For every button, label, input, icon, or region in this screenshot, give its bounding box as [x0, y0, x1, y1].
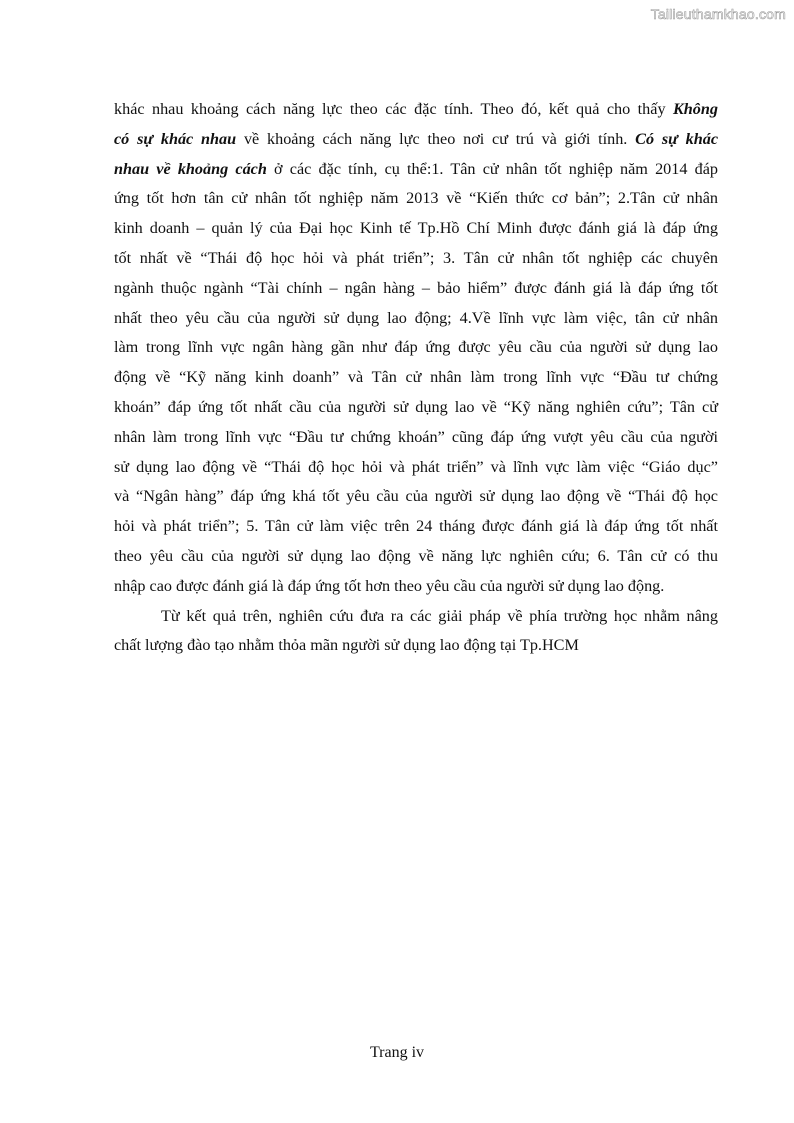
text-segment: khác nhau khoảng cách năng lực theo các đặc tính. Theo đó, kết quả cho thấy: [114, 100, 673, 118]
text-line: [114, 482, 718, 512]
text-line: [114, 304, 718, 334]
emphasized-text: nhau về khoảng cách: [114, 159, 267, 178]
text-line: [114, 333, 718, 363]
text-line: [114, 602, 718, 632]
text-line: [114, 214, 718, 244]
text-line: [114, 95, 718, 125]
document-body: [114, 95, 718, 661]
text-line: [114, 155, 718, 185]
text-line: [114, 631, 718, 661]
text-segment: về khoảng cách năng lực theo nơi cư trú và giới tính.: [236, 129, 636, 148]
emphasized-text: Không: [673, 100, 718, 118]
text-segment: làm trong lĩnh vực ngân hàng gần như đáp ứng được yêu cầu của người sử dụng lao: [114, 338, 718, 357]
text-line: [114, 393, 718, 423]
text-segment: Từ kết quả trên, nghiên cứu đưa ra các giải pháp về phía trường học nhằm nâng: [161, 606, 718, 625]
emphasized-text: Có sự khác: [635, 129, 718, 148]
text-segment: tốt nhất về “Thái độ học hỏi và phát triển”; 3. Tân cử nhân tốt nghiệp các chuyên: [114, 248, 718, 267]
text-line: [114, 423, 718, 453]
text-segment: chất lượng đào tạo nhằm thỏa mãn người sử dụng lao động tại Tp.HCM: [114, 636, 579, 655]
text-segment: hỏi và phát triển”; 5. Tân cử làm việc trên 24 tháng được đánh giá là đáp ứng tốt nhất: [114, 517, 718, 536]
text-segment: kinh doanh – quản lý của Đại học Kinh tế Tp.Hồ Chí Minh được đánh giá là đáp ứng: [114, 219, 718, 238]
text-segment: nhân làm trong lĩnh vực “Đầu tư chứng khoán” cũng đáp ứng vượt yêu cầu của người: [114, 427, 718, 446]
text-line: [114, 363, 718, 393]
text-segment: nhất theo yêu cầu của người sử dụng lao động; 4.Về lĩnh vực làm việc, tân cử nhân: [114, 308, 718, 327]
text-line: [114, 125, 718, 155]
text-segment: nhập cao được đánh giá là đáp ứng tốt hơn theo yêu cầu của người sử dụng lao động.: [114, 576, 665, 595]
text-line: [114, 542, 718, 572]
watermark: Tailieuthamkhao.com: [650, 6, 786, 22]
text-line: [114, 274, 718, 304]
text-segment: động về “Kỹ năng kinh doanh” và Tân cử nhân làm trong lĩnh vực “Đầu tư chứng: [114, 368, 718, 387]
text-line: [114, 453, 718, 483]
text-segment: sử dụng lao động về “Thái độ học hỏi và phát triển” và lĩnh vực làm việc “Giáo dục”: [114, 457, 718, 476]
text-segment: ở các đặc tính, cụ thể:1. Tân cử nhân tốt nghiệp năm 2014 đáp: [266, 159, 718, 178]
text-segment: theo yêu cầu của người sử dụng lao động về năng lực nghiên cứu; 6. Tân cử có thu: [114, 546, 718, 565]
text-line: [114, 572, 718, 602]
text-segment: khoán” đáp ứng tốt nhất cầu của người sử dụng lao về “Kỹ năng nghiên cứu”; Tân cử: [114, 397, 718, 416]
text-line: [114, 512, 718, 542]
emphasized-text: có sự khác nhau: [114, 129, 237, 148]
text-segment: ứng tốt hơn tân cử nhân tốt nghiệp năm 2013 về “Kiến thức cơ bản”; 2.Tân cử nhân: [114, 189, 718, 208]
page-number: Trang iv: [369, 1044, 425, 1061]
text-line: [114, 184, 718, 214]
text-segment: ngành thuộc ngành “Tài chính – ngân hàng – bảo hiểm” được đánh giá là đáp ứng tốt: [114, 278, 718, 297]
text-segment: và “Ngân hàng” đáp ứng khá tốt yêu cầu của người sử dụng lao động về “Thái độ học: [114, 487, 718, 506]
text-line: [114, 244, 718, 274]
